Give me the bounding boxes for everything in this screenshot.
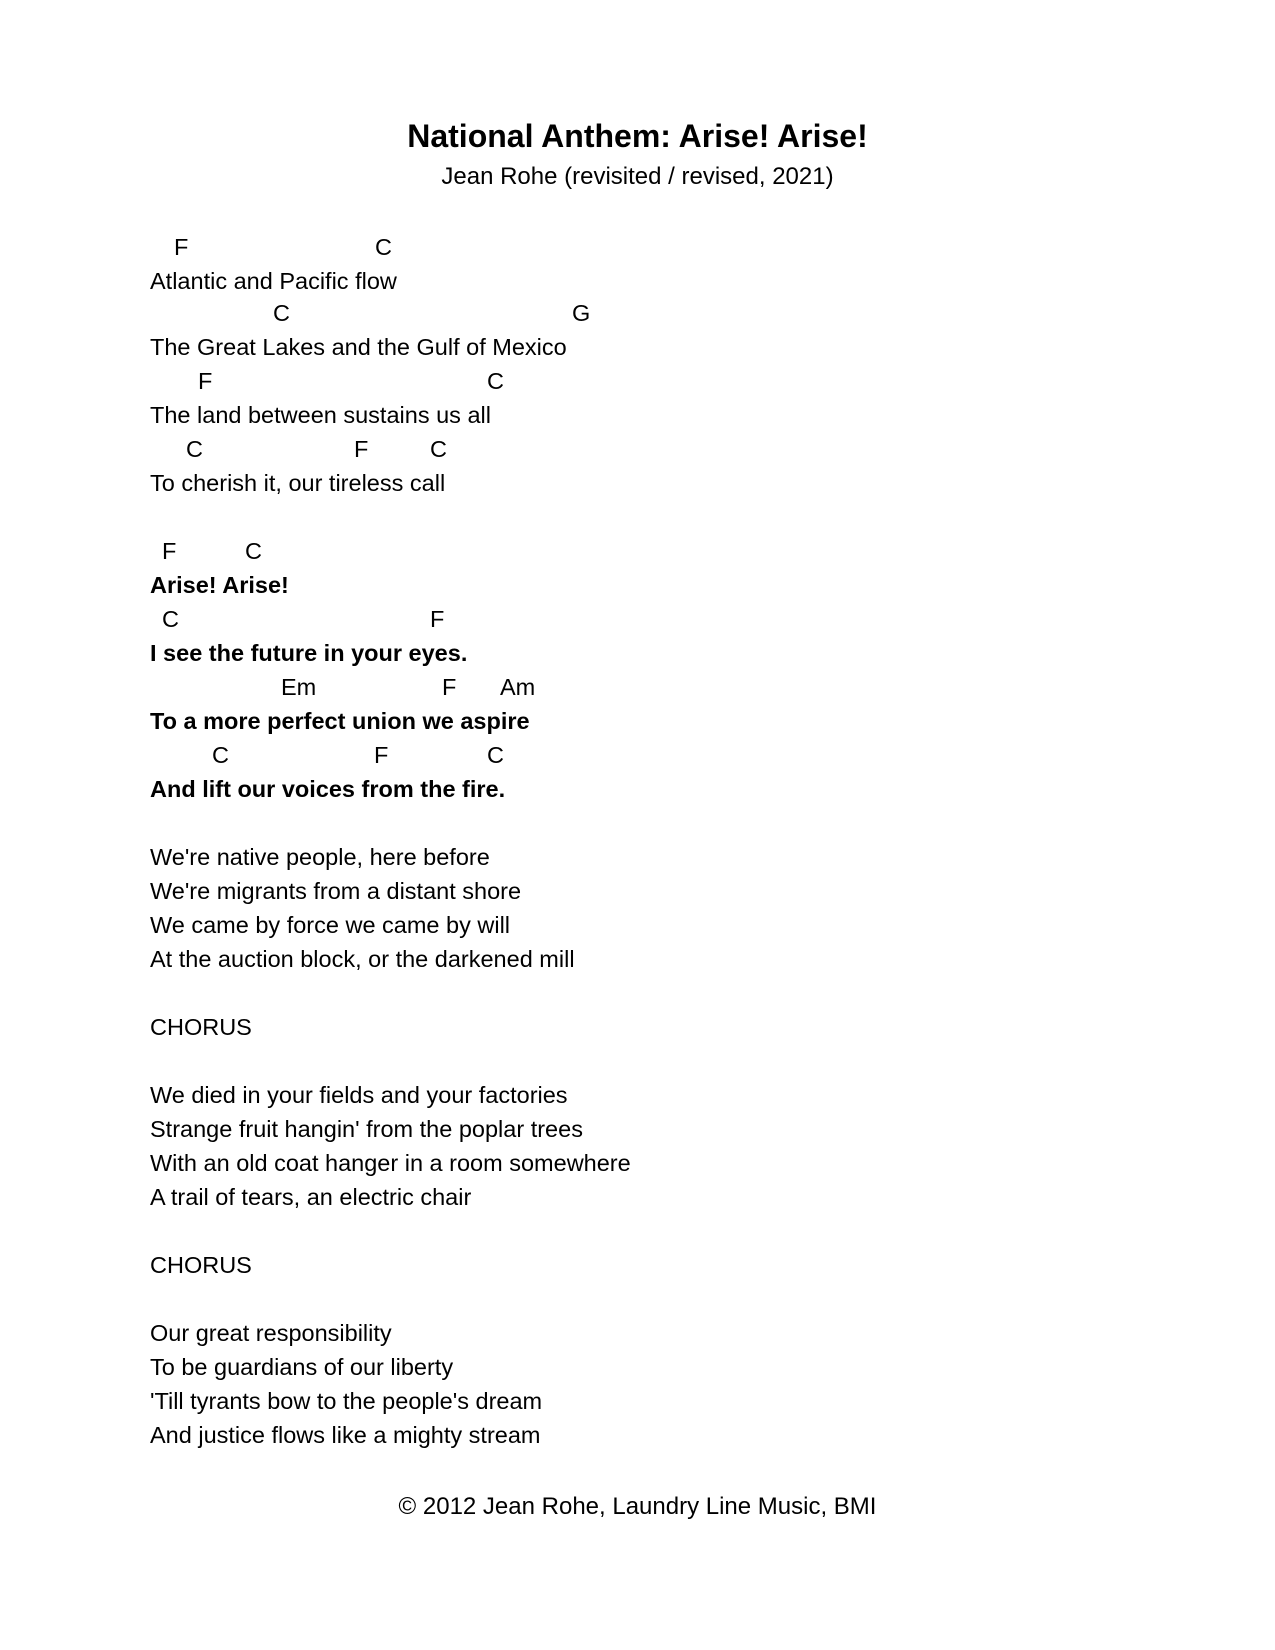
chorus-label: CHORUS xyxy=(150,1252,252,1278)
lyric-line: Atlantic and Pacific flow xyxy=(150,268,397,294)
lyric-line: We're native people, here before xyxy=(150,844,490,870)
chord: F xyxy=(174,234,189,260)
chorus-label: CHORUS xyxy=(150,1014,252,1040)
lyric-line: The Great Lakes and the Gulf of Mexico xyxy=(150,334,567,360)
chord: F xyxy=(374,742,389,768)
lyric-line: A trail of tears, an electric chair xyxy=(150,1184,472,1210)
chord: F xyxy=(430,606,445,632)
chord: C xyxy=(212,742,229,768)
lyric-line: We're migrants from a distant shore xyxy=(150,878,522,904)
chorus-line: To a more perfect union we aspire xyxy=(150,708,530,734)
chord: C xyxy=(273,300,290,326)
chord: F xyxy=(442,674,457,700)
lyric-line: The land between sustains us all xyxy=(150,402,491,428)
chord: F xyxy=(354,436,369,462)
chorus-line: I see the future in your eyes. xyxy=(150,640,468,666)
chord: C xyxy=(487,742,504,768)
chord: C xyxy=(245,538,262,564)
lyric-line: 'Till tyrants bow to the people's dream xyxy=(150,1388,543,1414)
chord: Am xyxy=(500,674,536,700)
chord: C xyxy=(430,436,447,462)
chord: G xyxy=(572,300,591,326)
lyric-line: And justice flows like a mighty stream xyxy=(150,1422,541,1448)
lyric-line: To cherish it, our tireless call xyxy=(150,470,446,496)
lyric-line: With an old coat hanger in a room somewhere xyxy=(150,1150,631,1176)
song-subtitle: Jean Rohe (revisited / revised, 2021) xyxy=(441,163,834,190)
copyright-footer: © 2012 Jean Rohe, Laundry Line Music, BMI xyxy=(398,1493,877,1520)
chord: F xyxy=(162,538,177,564)
chord: F xyxy=(198,368,213,394)
lyric-line: Our great responsibility xyxy=(150,1320,392,1346)
chord: C xyxy=(162,606,179,632)
chord: C xyxy=(375,234,392,260)
lyric-line: We died in your fields and your factories xyxy=(150,1082,568,1108)
chorus-line: Arise! Arise! xyxy=(150,572,289,598)
song-title: National Anthem: Arise! Arise! xyxy=(407,118,868,154)
lyric-line: To be guardians of our liberty xyxy=(150,1354,454,1380)
lyric-line: Strange fruit hangin' from the poplar trees xyxy=(150,1116,583,1142)
chorus-line: And lift our voices from the fire. xyxy=(150,776,506,802)
chord: C xyxy=(186,436,203,462)
lyric-line: At the auction block, or the darkened mill xyxy=(150,946,575,972)
chord: Em xyxy=(281,674,317,700)
chord: C xyxy=(487,368,504,394)
lyric-line: We came by force we came by will xyxy=(150,912,511,938)
